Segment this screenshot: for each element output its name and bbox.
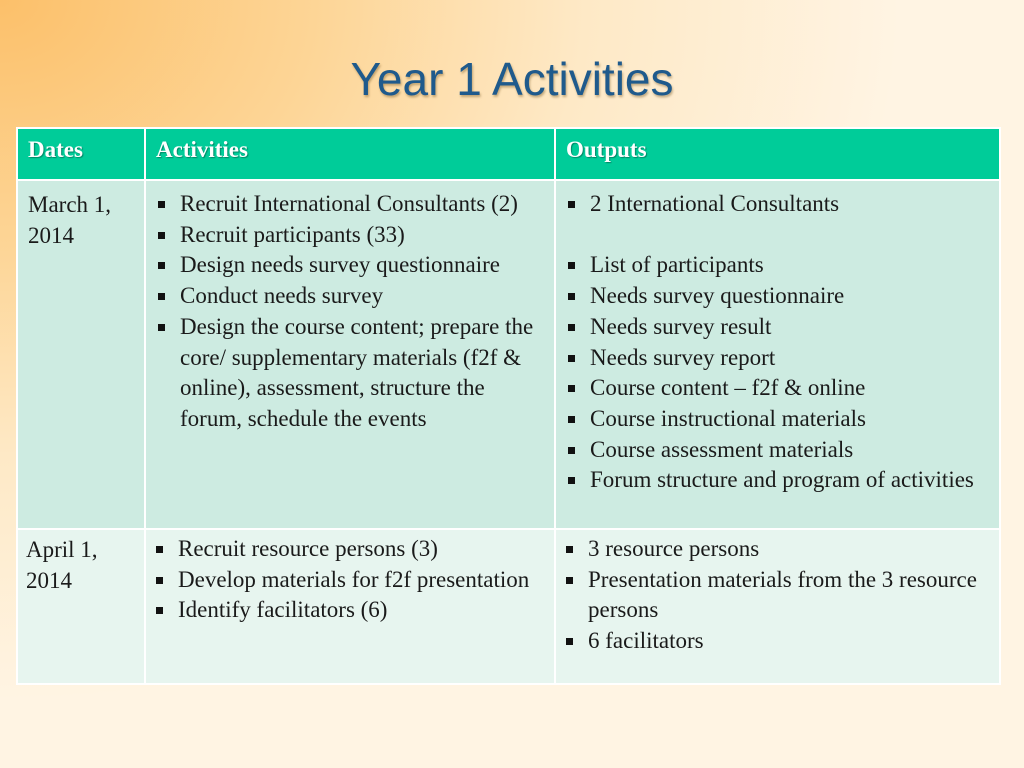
table-header-row: [17, 128, 1000, 180]
list-item: Course content – f2f & online: [566, 373, 989, 404]
list-item: Recruit resource persons (3): [154, 534, 546, 565]
outputs-cell: [555, 529, 1000, 684]
table-row: [17, 180, 1000, 529]
list-item: Identify facilitators (6): [154, 595, 546, 626]
list-item: List of participants: [566, 250, 989, 281]
list-item: Course instructional materials: [566, 404, 989, 435]
list-item: Design the course content; prepare the core/ supplementary materials (f2f & online), assessment, structure the forum, schedule the events: [156, 312, 544, 435]
header-dates: Dates: [17, 128, 145, 180]
activities-cell: [145, 529, 555, 684]
date-text: April 1, 2014: [26, 537, 98, 593]
list-item: Presentation materials from the 3 resource persons: [564, 565, 991, 626]
date-cell: [17, 180, 145, 529]
activities-table: [16, 127, 1001, 685]
list-item: Course assessment materials: [566, 435, 989, 466]
date-cell: [17, 529, 145, 684]
list-item: Conduct needs survey: [156, 281, 544, 312]
header-outputs: Outputs: [555, 128, 1000, 180]
outputs-list: [564, 534, 991, 657]
list-item: 3 resource persons: [564, 534, 991, 565]
list-item: Needs survey report: [566, 343, 989, 374]
slide-title: Year 1 Activities: [350, 53, 674, 105]
list-item: Recruit participants (33): [156, 220, 544, 251]
activities-list: [156, 189, 544, 435]
header-activities: Activities: [145, 128, 555, 180]
list-item: Needs survey result: [566, 312, 989, 343]
list-item: Recruit International Consultants (2): [156, 189, 544, 220]
activities-cell: [145, 180, 555, 529]
list-item: Forum structure and program of activities: [566, 465, 989, 496]
list-item: Design needs survey questionnaire: [156, 250, 544, 281]
list-item: 2 International Consultants: [566, 189, 989, 220]
list-item: Develop materials for f2f presentation: [154, 565, 546, 596]
activities-list: [154, 534, 546, 626]
outputs-list: [566, 189, 989, 496]
outputs-cell: [555, 180, 1000, 529]
table-row: [17, 529, 1000, 684]
list-item: 6 facilitators: [564, 626, 991, 657]
date-text: March 1, 2014: [28, 192, 112, 248]
list-item: Needs survey questionnaire: [566, 281, 989, 312]
